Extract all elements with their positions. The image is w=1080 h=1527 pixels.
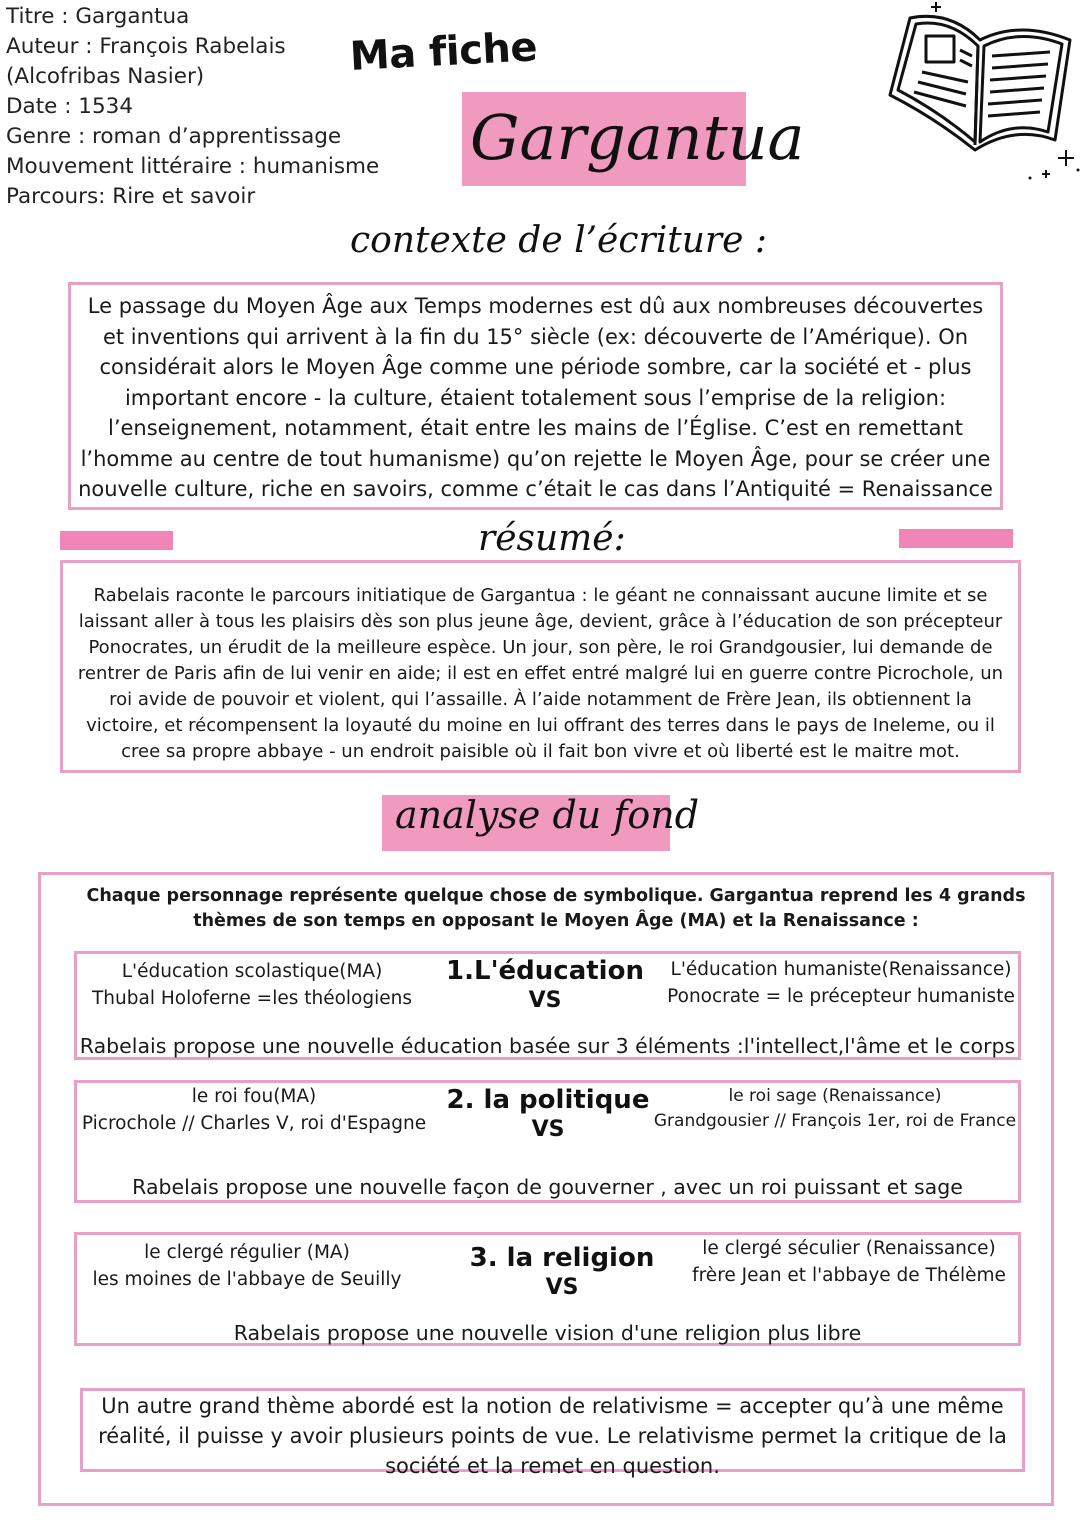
theme-education [74, 951, 1021, 1060]
resume-heading: résumé: [478, 518, 626, 559]
meta-movement: Mouvement littéraire : humanisme [6, 154, 380, 179]
theme-right-line: L'éducation humaniste(Renaissance) [670, 959, 1012, 980]
theme-politique-proposal: Rabelais propose une nouvelle façon de gouverner , avec un roi puissant et sage [132, 1175, 963, 1199]
contexte-box [68, 282, 1003, 510]
contexte-text: Le passage du Moyen Âge aux Temps modernes est dû aux nombreuses découvertes et inventions qui arrivent à la fin du 15° siècle (ex: découverte de l’Amérique). On considérait alors le Moyen Âge comme une période sombre, car la société et - plus important encore - la culture, étaient totalement sous l’emprise de la religion: l’enseignement, notamment, était entre les mains de l’Église. C’est en remettant l’homme au centre de tout humanisme) qu’on rejette le Moyen Âge, pour se créer une nouvelle culture, riche en savoirs, comme c’était le cas dans l’Antiquité = Renaissance [78, 294, 993, 501]
metadata-block [6, 2, 379, 212]
theme-religion-proposal: Rabelais propose une nouvelle vision d'une religion plus libre [233, 1321, 862, 1345]
theme-religion-title [457, 1243, 667, 1303]
theme-vs: VS [531, 1117, 565, 1142]
page-title: Gargantua [470, 101, 805, 174]
theme-education-right [661, 956, 1021, 1010]
theme-left-line: le clergé régulier (MA) [144, 1242, 350, 1263]
page-subtitle: Ma fiche [348, 24, 539, 80]
theme-religion [74, 1232, 1021, 1346]
meta-pseudonym: (Alcofribas Nasier) [6, 64, 205, 89]
meta-date: Date : 1534 [6, 94, 134, 119]
theme-politique-title [435, 1085, 661, 1145]
open-book-icon [880, 0, 1080, 185]
theme-religion-right [677, 1235, 1021, 1289]
contexte-heading: contexte de l’écriture : [350, 220, 767, 261]
theme-education-left [77, 958, 427, 1012]
theme-right-line: Ponocrate = le précepteur humaniste [667, 986, 1015, 1007]
theme-education-title [435, 956, 655, 1016]
theme-politique-left [77, 1083, 431, 1137]
analyse-heading: analyse du fond [395, 793, 700, 837]
decorative-bar-right [899, 529, 1013, 548]
theme-education-proposal: Rabelais propose une nouvelle éducation basée sur 3 éléments :l'intellect,l'âme et le corps [79, 1034, 1016, 1058]
theme-left-line: Picrochole // Charles V, roi d'Espagne [81, 1113, 427, 1134]
theme-left-line: Thubal Holoferne =les théologiens [91, 988, 412, 1009]
theme-left-line: les moines de l'abbaye de Seuilly [92, 1269, 402, 1290]
theme-right-line: le roi sage (Renaissance) [728, 1086, 942, 1106]
theme-politique [74, 1080, 1021, 1203]
theme-vs: VS [545, 1275, 579, 1300]
theme-left-line: L'éducation scolastique(MA) [121, 961, 383, 982]
theme-vs: VS [528, 988, 562, 1013]
theme-politique-right [649, 1084, 1021, 1134]
decorative-bar-left [60, 531, 173, 550]
relativisme-text: Un autre grand thème abordé est la notion de relativisme = accepter qu’à une même réalité, il puisse y avoir plusieurs points de vue. Le relativisme permet la critique de la société et la remet en question. [98, 1394, 1007, 1478]
theme-right-line: Grandgousier // François 1er, roi de France [653, 1111, 1017, 1131]
meta-author: Auteur : François Rabelais [6, 34, 286, 59]
theme-left-line: le roi fou(MA) [191, 1086, 317, 1107]
theme-title: 3. la religion [469, 1243, 655, 1273]
meta-title: Titre : Gargantua [6, 4, 190, 29]
theme-title: 1.L'éducation [446, 956, 644, 986]
theme-religion-left [77, 1239, 417, 1293]
relativisme-box [80, 1388, 1025, 1478]
theme-right-line: le clergé séculier (Renaissance) [702, 1238, 996, 1259]
meta-genre: Genre : roman d’apprentissage [6, 124, 342, 149]
theme-right-line: frère Jean et l'abbaye de Thélème [692, 1265, 1006, 1286]
meta-parcours: Parcours: Rire et savoir [6, 184, 256, 209]
theme-title: 2. la politique [446, 1085, 650, 1115]
analyse-intro: Chaque personnage représente quelque chose de symbolique. Gargantua reprend les 4 grands thèmes de son temps en opposant le Moyen Âge (MA) et la Renaissance : [86, 886, 1026, 931]
resume-text: Rabelais raconte le parcours initiatique de Gargantua : le géant ne connaissant aucune limite et se laissant aller à tous les plaisirs dès son plus jeune âge, devient, grâce à l’éducation de son précepteur Ponocrates, un érudit de la meilleure espèce. Un jour, son père, le roi Grandgousier, lui demande de rentrer de Paris afin de lui venir en aide; il est en effet entré malgré lui en guerre contre Picrochole, un roi avide de pouvoir et violent, qui l’assaille. À l’aide notamment de Frère Jean, ils obtiennent la victoire, et récompensent la loyauté du moine en lui offrant des terres dans le pays de Ineleme, ou il cree sa propre abbaye - un endroit paisible où il fait bon vivre et où liberté est le maitre mot. [77, 585, 1004, 762]
resume-box [60, 560, 1021, 773]
